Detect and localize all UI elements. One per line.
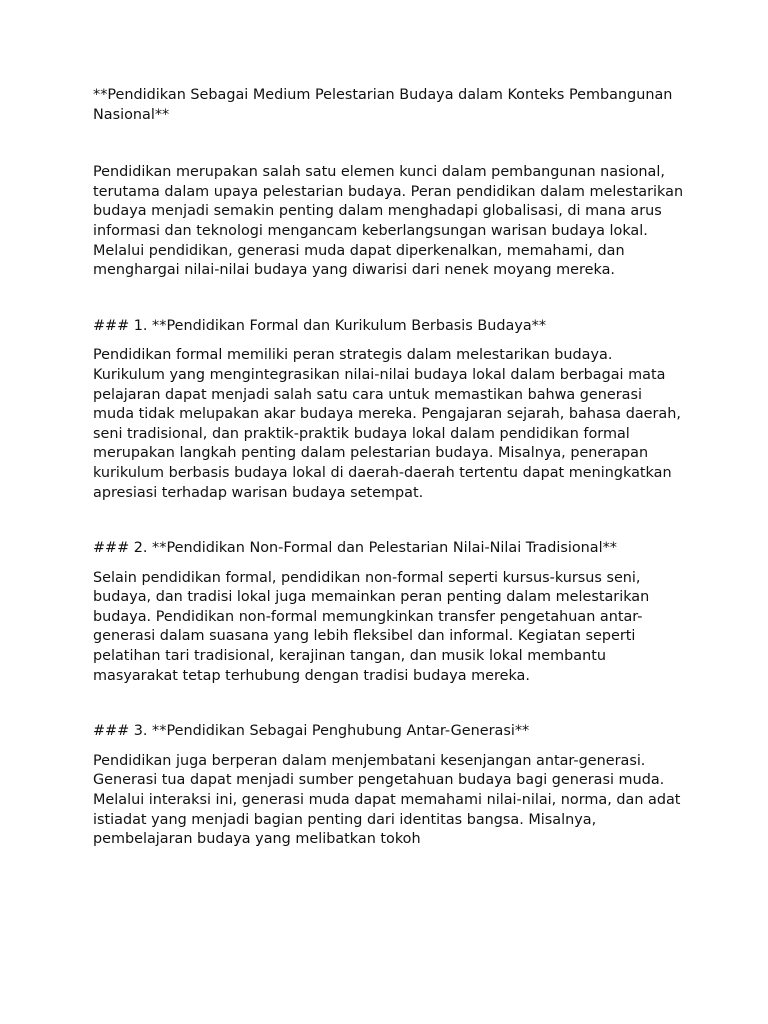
document-content (93, 86, 685, 886)
intro-paragraph: Pendidikan merupakan salah satu elemen kunci dalam pembangunan nasional, terutama dalam upaya pelestarian budaya. Peran pendidikan dalam melestarikan budaya menjadi semakin penting dalam menghadapi globalisasi, di mana arus informasi dan teknologi mengancam keberlangsungan warisan budaya lokal. Melalui pendidikan, generasi muda dapat diperkenalkan, memahami, dan menghargai nilai-nilai budaya yang diwarisi dari nenek moyang mereka. (93, 164, 684, 279)
section-2-heading: ### 2. **Pendidikan Non-Formal dan Pelestarian Nilai-Nilai Tradisional** (93, 540, 617, 557)
section-1-heading: ### 1. **Pendidikan Formal dan Kurikulum Berbasis Budaya** (93, 317, 547, 334)
section-3-heading: ### 3. **Pendidikan Sebagai Penghubung Antar-Generasi** (93, 723, 530, 740)
section-1-body: Pendidikan formal memiliki peran strategis dalam melestarikan budaya. Kurikulum yang mengintegrasikan nilai-nilai budaya lokal dalam berbagai mata pelajaran dapat menjadi salah satu cara untuk memastikan bahwa generasi muda tidak melupakan akar budaya mereka. Pengajaran sejarah, bahasa daerah, seni tradisional, dan praktik-praktik budaya lokal dalam pendidikan formal merupakan langkah penting dalam pelestarian budaya. Misalnya, penerapan kurikulum berbasis budaya lokal di daerah-daerah tertentu dapat meningkatkan apresiasi terhadap warisan budaya setempat. (93, 347, 681, 501)
section-2-body: Selain pendidikan formal, pendidikan non-formal seperti kursus-kursus seni, budaya, dan tradisi lokal juga memainkan peran penting dalam melestarikan budaya. Pendidikan non-formal memungkinkan transfer pengetahuan antar-generasi dalam suasana yang lebih fleksibel dan informal. Kegiatan seperti pelatihan tari tradisional, kerajinan tangan, dan musik lokal membantu masyarakat tetap terhubung dengan tradisi budaya mereka. (93, 569, 650, 684)
document-title: **Pendidikan Sebagai Medium Pelestarian Budaya dalam Konteks Pembangunan Nasional** (93, 87, 673, 123)
section-3-body: Pendidikan juga berperan dalam menjembatani kesenjangan antar-generasi. Generasi tua dapat menjadi sumber pengetahuan budaya bagi generasi muda. Melalui interaksi ini, generasi muda dapat memahami nilai-nilai, norma, dan adat istiadat yang menjadi bagian penting dari identitas bangsa. Misalnya, pembelajaran budaya yang melibatkan tokoh (93, 752, 681, 848)
